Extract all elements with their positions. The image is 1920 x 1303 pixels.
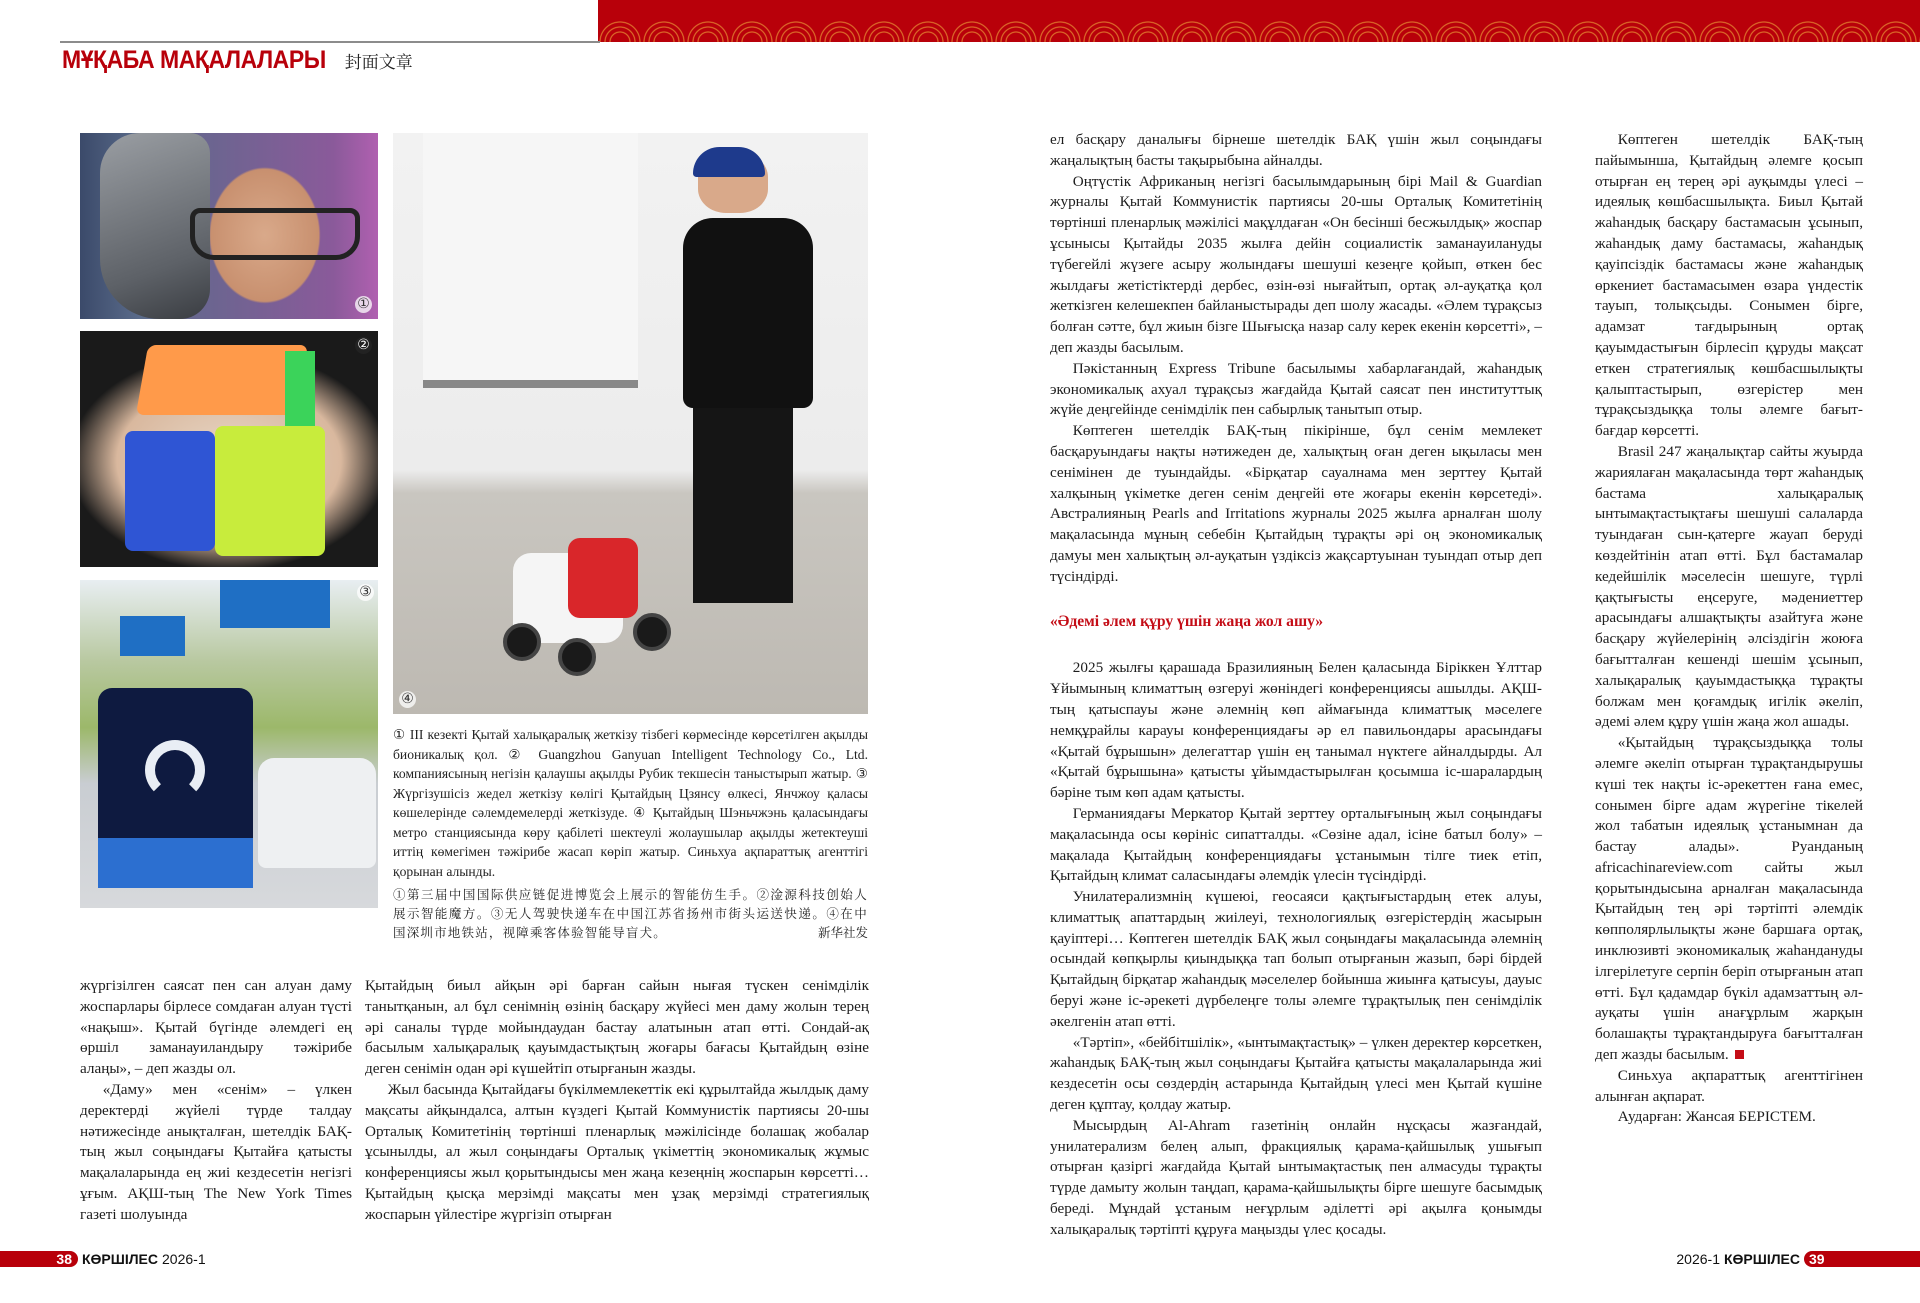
person-jacket: [683, 218, 813, 408]
photo-number: ①: [355, 296, 372, 313]
cube-face-orange: [136, 345, 308, 415]
footer-right: [1676, 1251, 1920, 1267]
cube-face-blue: [125, 431, 215, 551]
paragraph: Мысырдың Al-Ahram газетінің онлайн нұсқасы жазғандай, унилатерализм белең алып, фракциялық қарама-қайшылық ушығып отырған қазіргі жағдайда Қытай ынтымақтастық пен алмасуды тұрақты түрде дамыту жолын таңдап, қарама-қайшылықты бірге шешуге басымдық береді. Мұндай ұстаным неғұрлым әділетті әрі ақылға қонымды халықаралық тәртіпті құруға маңызды үлес қосады.: [1050, 1116, 1542, 1238]
magazine-name: КӨРШІЛЕС: [82, 1251, 159, 1267]
paragraph: Пәкістанның Express Tribune басылымы хабарлағандай, жаһандық экономикалық ахуал тұрақсыз жағдайда Қытай саясат пен институттық жүйе деңгейінде сенімділік пен сабырлық танытып отыр.: [1050, 359, 1542, 419]
footer-left: [0, 1251, 206, 1267]
paragraph: Көптеген шетелдік БАҚ-тың пайымынша, Қытайдың әлемге қосып отырған ең терең әрі ауқымды үлесі – идеялық көшбасшылықта. Биыл Қытай жаһандық басқару бастамасын ұсынып, жаһандық даму бастамасы, жаһандық қауіпсіздік бастамасы және жаһандық өркениет бастамасымен өзара үндестік тауып, толықсыды. Сонымен бірге, адамзат тағдырының ортақ қауымдастығын бірлесіп құруды мақсат еткен стратегиялық көшбасшылықты қалыптастырып, өзгерістер мен тұрақсыздыққа толы әлемге бағыт-бағдар көрсетті.: [1595, 131, 1863, 440]
section-title-cn: 封面文章: [344, 53, 413, 73]
subheading: «Әдемі әлем құру үшін жаңа жол ашу»: [1050, 612, 1324, 630]
cube-face-yellow: [215, 426, 325, 556]
paragraph: Қытайдың биыл айқын әрі барған сайын нығая түскен сенімділік танытқанын, ал бұл сенімнің өзінің басқару жүйесі мен даму жолын терең әрі саналы түрде мойындаудан бастау алатынын атап өтті. Сондай-ақ басылым халықаралық қауымдастықтың жоғары бағасы Қытайдың өзіне деген сенімін одан әрі күшейтіп отырғанын жазды.: [365, 977, 869, 1078]
section-title-kz: МҰҚАБА МАҚАЛАЛАРЫ: [62, 46, 326, 74]
photo-number: ②: [355, 337, 372, 354]
paragraph: Унилатерализмнің күшеюі, геосаяси қақтығыстардың етек алуы, климаттық апаттардың жиілеуі, технологиялық өзгерістердің жасырын қауіптері… Көптеген шетелдік БАҚ жыл соңындағы мақаласында әлемнің осындай көпқырлы қиындыққа тап болып отырғанын жазып, бәрі бірдей Қытайдың бірқатар жаһандық мәселелер бойынша жиынға қатысуы, дауыс беруі және іс-әрекеті дүрбелеңге толы әлемге тұрақтылық пен сенімділік әкелгенін атап өтті.: [1050, 888, 1542, 1030]
paragraph: Жыл басында Қытайдағы бүкілмемлекеттік екі құрылтайда жылдық даму мақсаты айқындалса, алтын күздегі Қытай Коммунистік партиясы 20-шы Орталық Комитетінің төртінші пленарлық мәжілісінде болашақ жобалар ұсынылды, ал жыл соңындағы Орталық үкіметтің экономикалық жұмыс конференциясы жыл қорытындысы мен жаңа кезеңнің жоспарын көрсетті… Қытайдың қысқа мерзімді мақсаты мен ұзақ мерзімді стратегиялық жоспарын үйлестіре жүргізіп отырған: [365, 1080, 869, 1223]
robot-wheel: [558, 638, 596, 676]
station-pillar: [423, 133, 638, 388]
person-cap: [693, 147, 765, 177]
cube-face-green: [285, 351, 315, 431]
person-legs: [693, 403, 793, 603]
photo-number: ③: [357, 584, 374, 601]
translator-credit: Аударған: Жансая БЕРІСТЕМ.: [1617, 1108, 1816, 1126]
van-logo: [145, 740, 205, 800]
caption-cn: ①第三届中国国际供应链促进博览会上展示的智能仿生手。②淦源科技创始人展示智能魔方。③无人驾驶快递车在中国江苏省扬州市街头运送快递。④在中国深圳市地铁站，视障乘客体验智能导盲犬。: [393, 887, 868, 940]
paragraph: жүргізілген саясат пен сан алуан даму жоспарлары бірлесе сомдаған алуан түсті «нақыш». Қытай бүгінде әлемдегі ең өршіл заманауиландыру тәжірибе алаңы», – деп жазды ол.: [80, 977, 352, 1078]
paragraph: 2025 жылғы қарашада Бразилияның Белен қаласында Біріккен Ұлттар Ұйымының климаттың өзгеруі жөніндегі конференциясы ашылды. АҚШ-тың қатыспауы және әлемнің көп аймағында климаттық мәселеге немқұрайлы карауы конференциядағы әр ел павильондары арасындағы «Қытай бұрышын» делегаттар үшін ең танымал нүктеге айналдырды. Ал «Қытай бұрышына» қатысты ұйымдастырылған қосымша іс-шаралардың бәріне тым көп адам қатысты.: [1050, 659, 1542, 802]
paragraph-text: «Қытайдың тұрақсыздыққа толы әлемге әкеліп отырған тұрақтандырушы күші тек нақты іс-әрекеттен ғана емес, сонымен бірге адам жүрегіне тікелей жол табатын идеялық ұстанымнан да бастау алады». Руанданың africachinareview.com сайты жыл қорытындысына арналған мақаласында Қытайдың тең әрі тәртіпті әлемдік көпполярлылықты және баршаға ортақ, инклюзивті экономикалық жаһандануды ілгерілетуге серпін беріп отырғанын атап өтті. Бұл қадамдар бүкіл адамзаттың әл-ауқаты үшін анағұрлым жарқын болашақты тұрақтандыруға бағытталған деп жазды басылым.: [1595, 734, 1863, 1064]
robot-dog-vest: [568, 538, 638, 618]
magazine-name: КӨРШІЛЕС: [1723, 1251, 1800, 1267]
photo-bionic-hand: [80, 133, 378, 319]
paragraph: Көптеген шетелдік БАҚ-тың пікірінше, бұл сенім мемлекет басқаруындағы нақты нәтижеден де, халықтың оған деген ықыласы мен сенімінен де туындайды. «Бірқатар сауалнама мен зерттеу Қытай халқының үкіметке деген сенім деңгейі өте жоғары екенін көрсетеді». Австралияның Pearls and Irritations журналы 2025 жылға арналған шолу мақаласында мұның себебін Қытайдың тұрақты әрі оң экономикалық дамуы мен халықтың әл-ауқатын үздіксіз жақсартуынан туындап отыр деп түсіндірді.: [1050, 422, 1542, 585]
paragraph: Германиядағы Меркатор Қытай зерттеу орталығының жыл соңындағы мақаласында осы көрініс сипатталды. «Сөзіне адал, ісіне батыл болу» – мақалада Қытайдың конференциядағы ұстанымын тілге тиек етіп, Қытайдың климат саласындағы әлемдік үлесін түсіндірді.: [1050, 804, 1542, 885]
photo-rubik-cube: [80, 331, 378, 567]
paragraph-final: [1595, 733, 1863, 1066]
robot-wheel: [503, 623, 541, 661]
end-mark-icon: [1735, 1050, 1744, 1059]
source-note: Синьхуа ақпараттық агенттігінен алынған ақпарат.: [1595, 1066, 1863, 1105]
white-car: [258, 758, 376, 868]
glasses-shape: [190, 208, 360, 260]
page-number-right: 39: [1804, 1251, 1920, 1267]
paragraph: ел басқару даналығы бірнеше шетелдік БАҚ үшін жыл соңындағы жаңалықтың басты тақырыбына айналды.: [1050, 131, 1542, 169]
decorative-header-band: [598, 0, 1920, 42]
right-page-column-1: [1050, 130, 1542, 1241]
header-rule: [60, 41, 600, 43]
caption-kz: ① ІІІ кезекті Қытай халықаралық жеткізу тізбегі көрмесінде көрсетілген ақылды бионикалық қол. ② Guangzhou Ganyuan Intelligent Technology Co., Ltd. компаниясының негізін қалаушы ақылды Рубик текшесін таныстырып жатыр. ③ Жүргізушісіз жедел жеткізу көлігі Қытайдың Цзянсу өлкесі, Янчжоу қаласы көшелерінде сәлемдемелерді жеткізуде. ④ Қытайдың Шэньчжэнь қаласындағы метро станциясында көру қабілеті шектеулі жолаушылар ақылды жетектеуші иттің көмегімен тәжірибе жасап көріп жатыр. Синьхуа ақпараттық агенттігі қорынан алынды.: [393, 727, 868, 879]
issue-number: 2026-1: [162, 1251, 206, 1267]
road-sign: [220, 580, 330, 628]
photo-guide-robot-dog: [393, 133, 868, 714]
right-page-column-2: [1595, 130, 1863, 1128]
caption-credit: 新华社发: [817, 925, 868, 940]
photo-number: ④: [399, 691, 416, 708]
paragraph: «Даму» мен «сенім» – үлкен деректерді жүйелі түрде талдау нәтижесінде анықталған, шетелдік БАҚ-тың жыл соңындағы Қытайға қатысты мақалаларында ең жиі кездесетін негізгі ұғым. АҚШ-тың The New York Times газеті шолуында: [80, 1080, 352, 1223]
left-page-column-1: [80, 976, 352, 1226]
page-number-left: 38: [0, 1251, 78, 1267]
photo-delivery-vehicle: [80, 580, 378, 908]
paragraph: Оңтүстік Африканың негізгі басылымдарының бірі Mail & Guardian журналы Қытай Коммунистік партиясы 20-шы Орталық Комитетінің төртінші пленарлық мәжілісі мақұлдаған «Он бесінші бесжылдық» жоспар ұсынысы Қытайды 2035 жылға дейін социалистік заманауилануды түбегейлі жүзеге асыру жолындағы шешуші кезеңге қойып, өткен бес жылдағы жетістіктерді дербес, өзін-өзі нығайтып, ортақ әл-ауқатқа қол жеткізген келешекпен байланыстырады деп шолу жасады. «Әлем тұрақсыз болған сәтте, бұл жиын бізге Шығысқа назар салу керек екенін көрсетті», – деп жазды басылым.: [1050, 172, 1542, 356]
robot-wheel: [633, 613, 671, 651]
road-sign: [120, 616, 185, 656]
paragraph: «Тәртіп», «бейбітшілік», «ынтымақтастық» – үлкен деректер көрсеткен, жаһандық БАҚ-тың жыл соңындағы Қытайға қатысты мақалаларында жиі кездесетін осы сөздердің астарында Қытайдың үлесі мен Қытай күшіне деген құптау, қолдау жатыр.: [1050, 1033, 1542, 1114]
delivery-van-base: [98, 838, 253, 888]
left-page-column-2: [365, 976, 869, 1226]
issue-number: 2026-1: [1676, 1251, 1720, 1267]
section-title: [62, 46, 413, 75]
paragraph: Brasil 247 жаңалықтар сайты жуырда жариялаған мақаласында төрт жаһандық бастама халықаралық ынтымақтастықтағы шешуші салаларда туындаған сын-қатерге жауап беруді көздейтінін атап өтті. Бұл бастамалар кедейшілік мәселесін шешуге, түрлі қақтығысты еңсеруге, мәдениеттер арасындағы алшақтықты азайтуға және басқару жүйелерінің әлсіздігін жоюға бағытталған кешенді шешім ұсынып, халықаралық қауымдастыққа тұрақты болжам мен қоғамдық игілік әкеліп, әдемі әлем құру үшін жаңа жол ашады.: [1595, 442, 1863, 731]
photo-caption: [393, 725, 868, 943]
